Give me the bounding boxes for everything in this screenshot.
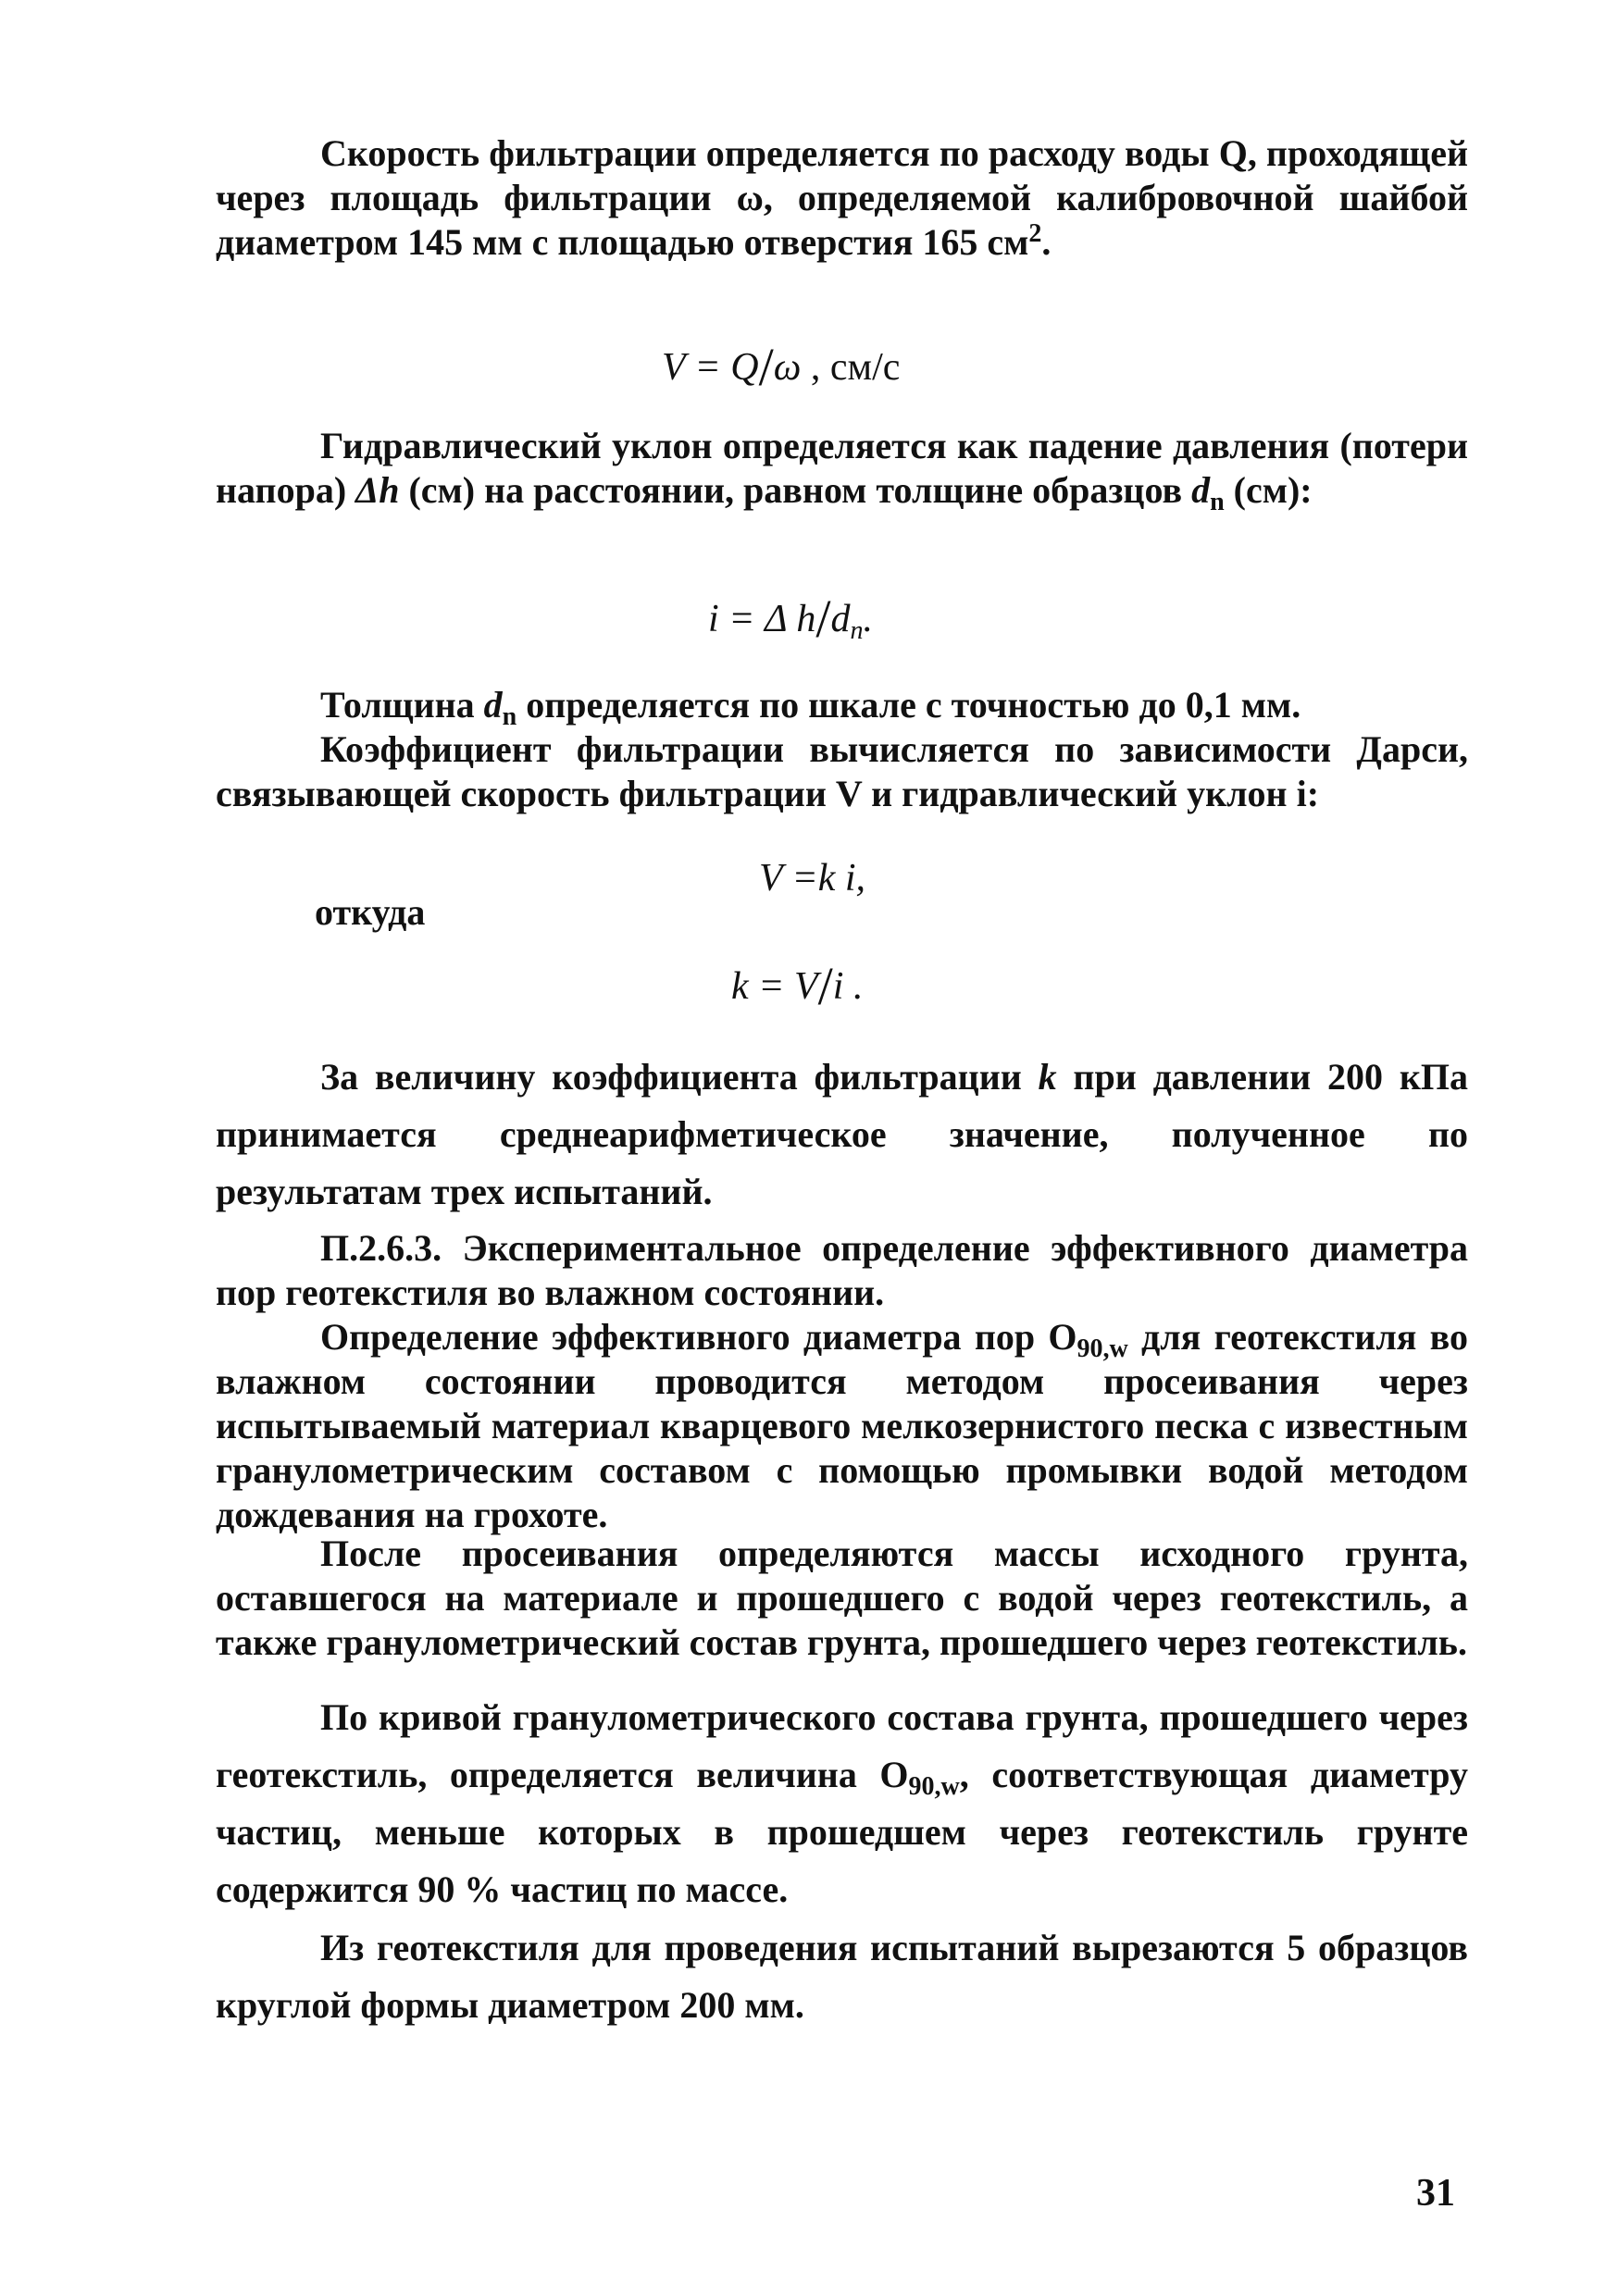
paragraph-section-title: П.2.6.3. Экспериментальное определение эффективного диаметра пор геотекстиля во влажном состоянии. [216,1227,1468,1313]
paragraph-sieving: После просеивания определяются массы исходного грунта, оставшегося на материале и прошедшего с водой через геотекстиль, а также гранулометрический состав грунта, прошедшего через геотекстиль. [216,1533,1468,1663]
paragraph-thickness: Толщина $d_n$ определяется по шкале с точностью до 0,1 мм. [320,684,1301,731]
page-number: 31 [1416,2172,1455,2215]
paragraph-hydraulic-gradient: Гидравлический уклон определяется как падение давления (потери напора) Δh (см) на расстоянии, равном толщине образцов $d_n$ (см): [216,425,1468,516]
word-otkuda: откуда [315,891,426,933]
formula-gradient: i = Δ $h/d_n$. [708,589,874,649]
formula-darcy: V =k i, [759,857,866,900]
paragraph-filtration-velocity: Скорость фильтрации определяется по расходу воды Q, проходящей через площадь фильтрации ω, определяемой калибровочной шайбой диаметром 145 мм с площадью отверстия 165 $см^2$. [216,132,1468,263]
paragraph-coefficient-value: За величину коэффициента фильтрации k при давлении 200 кПа принимается среднеарифметическое значение, полученное по результатам трех испытаний. [216,1056,1468,1212]
paragraph-pore-diameter: Определение эффективного диаметра пор $O_{90,w}$ для геотекстиля во влажном состоянии проводится методом просеивания через испытываемый материал кварцевого мелкозернистого песка с известным гранулометрическим составом с помощью промывки водой методом дождевания на грохоте. [216,1316,1469,1535]
formula-coefficient: k = V/i . [731,956,864,1016]
paragraph-darcy: Коэффициент фильтрации вычисляется по зависимости Дарси, связывающей скорость фильтрации V и гидравлический уклон i: [216,728,1468,814]
paragraph-granulometric: По кривой гранулометрического состава грунта, прошедшего через геотекстиль, определяется величина $O_{90,w}$, соответствующая диаметру частиц, меньше которых в прошедшем через геотекстиль грунте содержится 90 % частиц по массе. [216,1696,1469,1910]
paragraph-samples: Из геотекстиля для проведения испытаний вырезаются 5 образцов круглой формы диаметром 200 мм. [216,1927,1468,2026]
formula-velocity: V = Q/ω , см/с [662,337,901,397]
